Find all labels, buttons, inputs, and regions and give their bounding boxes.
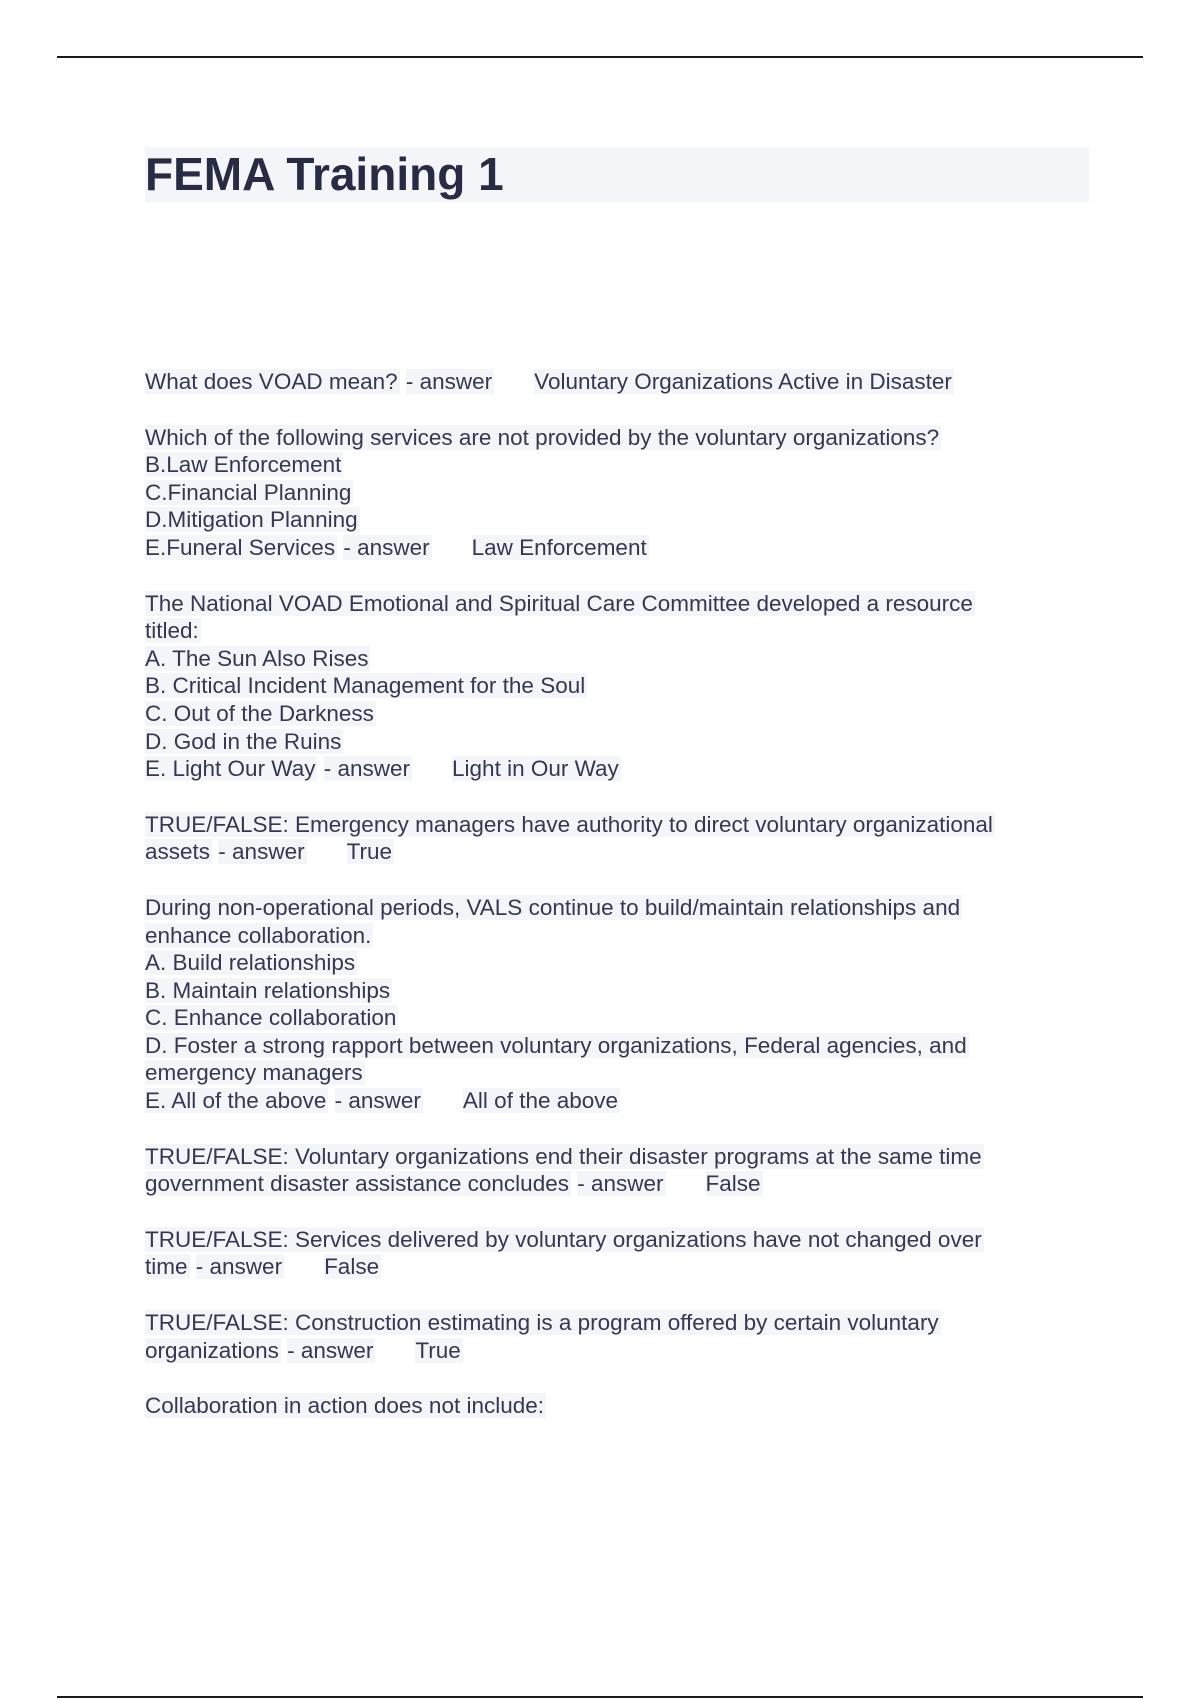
- qa-item: [145, 894, 1075, 1115]
- line-text: C. Out of the Darkness: [145, 700, 374, 726]
- line-text: TRUE/FALSE: Construction estimating is a program offered by certain voluntary: [145, 1310, 939, 1336]
- qa-item: [145, 424, 1075, 562]
- question-line: [145, 645, 1075, 673]
- question-line: [145, 1253, 1075, 1281]
- line-text: E.Funeral Services: [145, 534, 336, 560]
- question-line: [145, 506, 1075, 534]
- line-text: emergency managers: [145, 1060, 363, 1086]
- line-text: enhance collaboration.: [145, 922, 372, 948]
- question-line: [145, 838, 1075, 866]
- line-text: During non-operational periods, VALS continue to build/maintain relationships and: [145, 894, 961, 920]
- answer-label: - answer: [287, 1337, 374, 1363]
- question-line: [145, 949, 1075, 977]
- line-text: E. Light Our Way: [145, 756, 316, 782]
- qa-item: [145, 1226, 1075, 1281]
- answer-text: Light in Our Way: [452, 756, 619, 782]
- question-text: [145, 1143, 1075, 1171]
- question-line: [145, 672, 1075, 700]
- question-line: [145, 1059, 1075, 1087]
- qa-item: [145, 1309, 1075, 1364]
- line-text: E. All of the above: [145, 1088, 327, 1114]
- qa-item: [145, 590, 1075, 783]
- answer-text: False: [324, 1254, 380, 1280]
- question-line: [145, 479, 1075, 507]
- question-text: [145, 894, 1075, 922]
- line-text: C. Enhance collaboration: [145, 1005, 397, 1031]
- line-text: time: [145, 1254, 188, 1280]
- question-line: [145, 700, 1075, 728]
- question-text: [145, 1226, 1075, 1254]
- question-text: [145, 368, 1075, 396]
- line-text: TRUE/FALSE: Services delivered by voluntary organizations have not changed over: [145, 1226, 982, 1252]
- question-list: [145, 368, 1075, 1448]
- question-line: [145, 728, 1075, 756]
- line-text: TRUE/FALSE: Emergency managers have authority to direct voluntary organizational: [145, 811, 993, 837]
- line-text: government disaster assistance concludes: [145, 1171, 569, 1197]
- answer-label: - answer: [577, 1171, 664, 1197]
- line-text: B.Law Enforcement: [145, 452, 342, 478]
- line-text: TRUE/FALSE: Voluntary organizations end their disaster programs at the same time: [145, 1143, 982, 1169]
- question-text: [145, 1392, 1075, 1420]
- answer-text: Voluntary Organizations Active in Disaster: [534, 369, 952, 394]
- line-text: D. God in the Ruins: [145, 728, 342, 754]
- line-text: organizations: [145, 1337, 279, 1363]
- line-text: C.Financial Planning: [145, 479, 352, 505]
- answer-text: True: [346, 839, 393, 865]
- document-title: FEMA Training 1: [145, 148, 504, 200]
- question-line: [145, 1337, 1075, 1365]
- question-text: [145, 1309, 1075, 1337]
- line-text: What does VOAD mean?: [145, 369, 398, 394]
- line-text: D.Mitigation Planning: [145, 507, 358, 533]
- line-text: A. The Sun Also Rises: [145, 645, 369, 671]
- qa-item: [145, 811, 1075, 866]
- line-text: titled:: [145, 618, 199, 644]
- qa-item: [145, 368, 1075, 396]
- question-line: [145, 755, 1075, 783]
- line-text: The National VOAD Emotional and Spiritual Care Committee developed a resource: [145, 590, 973, 616]
- answer-label: - answer: [218, 839, 305, 865]
- question-text: [145, 590, 1075, 618]
- bottom-rule: [57, 1696, 1143, 1698]
- question-line: [145, 1032, 1075, 1060]
- line-text: A. Build relationships: [145, 950, 356, 976]
- question-line: [145, 1170, 1075, 1198]
- question-line: [145, 922, 1075, 950]
- qa-item: [145, 1392, 1075, 1420]
- qa-item: [145, 1143, 1075, 1198]
- question-text: [145, 811, 1075, 839]
- line-text: assets: [145, 839, 211, 865]
- question-line: [145, 617, 1075, 645]
- question-line: [145, 1087, 1075, 1115]
- line-text: D. Foster a strong rapport between voluntary organizations, Federal agencies, and: [145, 1032, 967, 1058]
- question-line: [145, 977, 1075, 1005]
- line-text: B. Maintain relationships: [145, 977, 391, 1003]
- answer-label: - answer: [405, 369, 493, 394]
- question-line: [145, 534, 1075, 562]
- top-rule: [57, 56, 1143, 58]
- question-text: [145, 424, 1075, 452]
- answer-text: Law Enforcement: [471, 534, 647, 560]
- line-text: B. Critical Incident Management for the Soul: [145, 673, 586, 699]
- question-line: [145, 451, 1075, 479]
- answer-text: False: [705, 1171, 761, 1197]
- answer-text: True: [415, 1337, 461, 1363]
- line-text: Which of the following services are not provided by the voluntary organizations?: [145, 424, 940, 450]
- answer-label: - answer: [195, 1254, 283, 1280]
- question-line: [145, 1004, 1075, 1032]
- answer-label: - answer: [343, 534, 430, 560]
- answer-label: - answer: [334, 1088, 421, 1114]
- answer-text: All of the above: [462, 1088, 619, 1114]
- line-text: Collaboration in action does not include:: [145, 1393, 545, 1419]
- answer-label: - answer: [323, 756, 411, 782]
